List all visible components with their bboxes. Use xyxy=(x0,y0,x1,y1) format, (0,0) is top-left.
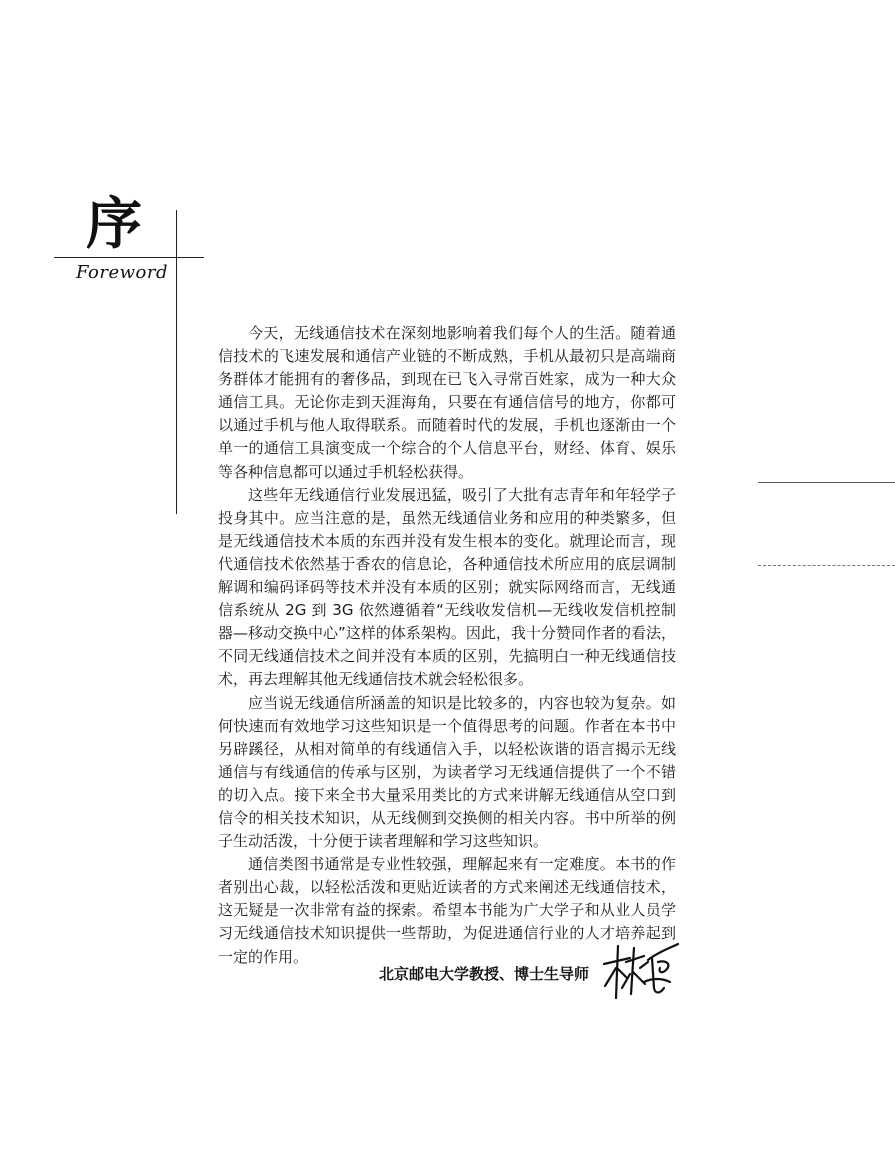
author-affiliation: 北京邮电大学教授、博士生导师 xyxy=(379,965,590,983)
margin-rule-dashed xyxy=(758,565,895,566)
page-title: 序 xyxy=(86,191,142,257)
paragraph-3: 应当说无线通信所涵盖的知识是比较多的，内容也较为复杂。如何快速而有效地学习这些知识是一个值得思考的问题。作者在本书中另辟蹊径，从相对简单的有线通信入手，以轻松诙谐的语言揭示无线通信与有线通信的传承与区别，为读者学习无线通信提供了一个不错的切入点。接下来全书大量采用类比的方式来讲解无线通信从空口到信令的相关技术知识，从无线侧到交换侧的相关内容。书中所举的例子生动活泼，十分便于读者理解和学习这些知识。 xyxy=(218,693,676,851)
foreword-body xyxy=(218,322,676,969)
paragraph-2: 这些年无线通信行业发展迅猛，吸引了大批有志青年和年轻学子投身其中。应当注意的是，虽然无线通信业务和应用的种类繁多，但是无线通信技术本质的东西并没有发生根本的变化。就理论而言，现代通信技术依然基于香农的信息论，各种通信技术所应用的底层调制解调和编码译码等技术并没有本质的区别；就实际网络而言，无线通信系统从 2G 到 3G 依然遵循着“无线收发信机—无线收发信机控制器—移动交换中心”这样的体系架构。因此，我十分赞同作者的看法，不同无线通信技术之间并没有本质的区别，先搞明白一种无线通信技术，再去理解其他无线通信技术就会轻松很多。 xyxy=(218,485,676,689)
handwritten-signature xyxy=(600,938,682,1004)
paragraph-1: 今天，无线通信技术在深刻地影响着我们每个人的生活。随着通信技术的飞速发展和通信产业链的不断成熟，手机从最初只是高端商务群体才能拥有的奢侈品，到现在已飞入寻常百姓家，成为一种大众通信工具。无论你走到天涯海角，只要在有通信信号的地方，你都可以通过手机与他人取得联系。而随着时代的发展，手机也逐渐由一个单一的通信工具演变成一个综合的个人信息平台，财经、体育、娱乐等各种信息都可以通过手机轻松获得。 xyxy=(218,324,676,481)
paragraph-4: 通信类图书通常是专业性较强，理解起来有一定难度。本书的作者别出心裁，以轻松活泼和更贴近读者的方式来阐述无线通信技术，这无疑是一次非常有益的探索。希望本书能为广大学子和从业人员学习无线通信技术知识提供一些帮助，为促进通信行业的人才培养起到一定的作用。 xyxy=(218,855,676,966)
margin-rule-top xyxy=(758,482,895,483)
title-underline xyxy=(54,257,204,258)
vertical-rule xyxy=(176,210,177,514)
page-subtitle: Foreword xyxy=(76,262,168,283)
